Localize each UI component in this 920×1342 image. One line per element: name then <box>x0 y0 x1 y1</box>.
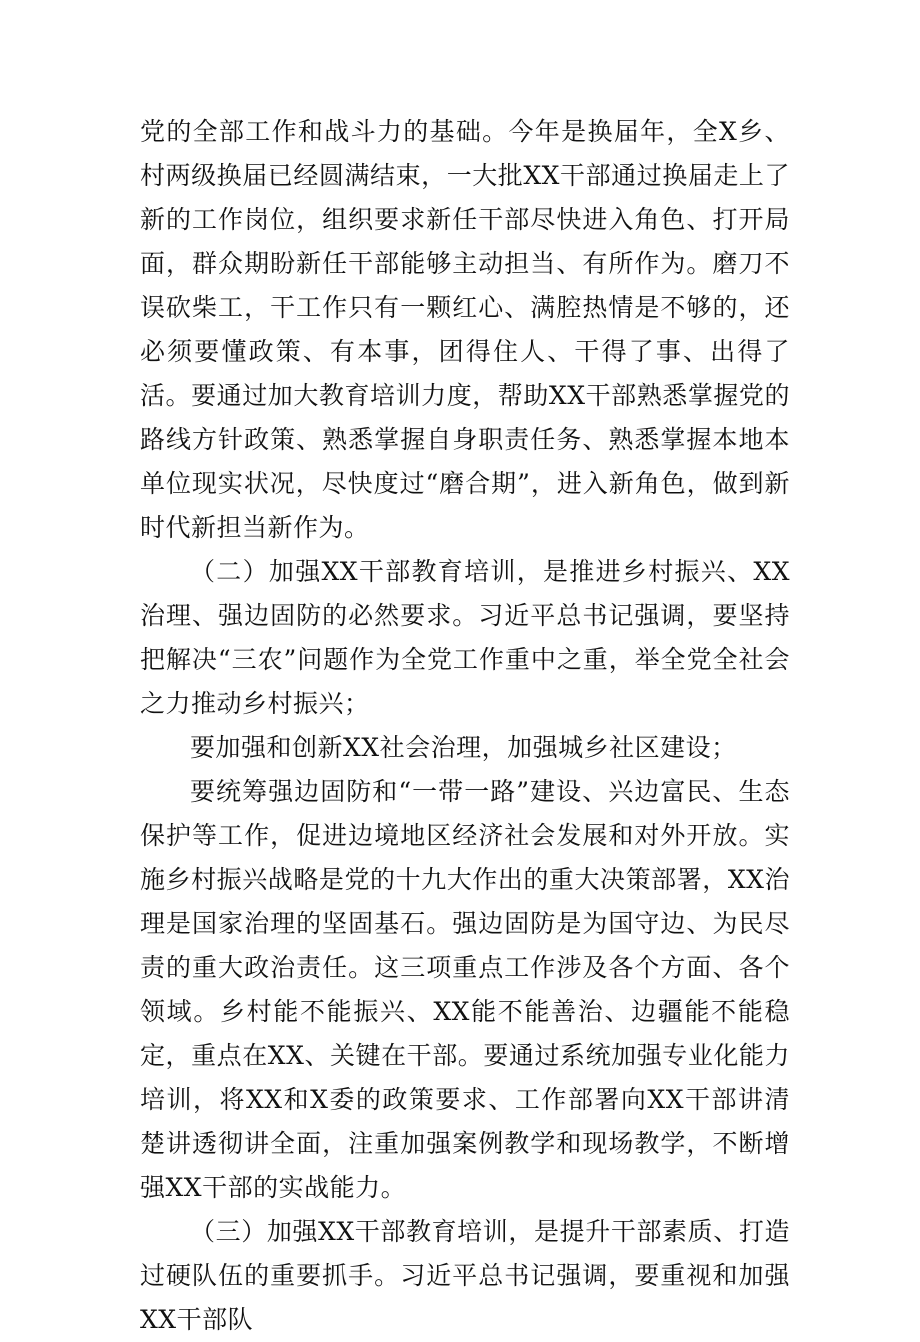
paragraph-section-three: （三）加强XX干部教育培训，是提升干部素质、打造过硬队伍的重要抓手。习近平总书记强调，要重视和加强XX干部队 <box>140 1217 790 1334</box>
paragraph-section-two: （二）加强XX干部教育培训，是推进乡村振兴、XX治理、强边固防的必然要求。习近平总书记强调，要坚持把解决“三农”问题作为全党工作重中之重，举全党全社会之力推动乡村振兴； <box>140 557 790 718</box>
paragraph-border-defense: 要统筹强边固防和“一带一路”建设、兴边富民、生态保护等工作，促进边境地区经济社会发展和对外开放。实施乡村振兴战略是党的十九大作出的重大决策部署，XX治理是国家治理的坚固基石。强边固防是为国守边、为民尽责的重大政治责任。这三项重点工作涉及各个方面、各个领域。乡村能不能振兴、XX能不能善治、边疆能不能稳定，重点在XX、关键在干部。要通过系统加强专业化能力培训，将XX和X委的政策要求、工作部署向XX干部讲清楚讲透彻讲全面，注重加强案例教学和现场教学，不断增强XX干部的实战能力。 <box>140 777 790 1202</box>
body-text <box>140 110 790 1342</box>
paragraph-social-governance: 要加强和创新XX社会治理，加强城乡社区建设； <box>190 733 737 762</box>
paragraph-continuation: 党的全部工作和战斗力的基础。今年是换届年，全X乡、村两级换届已经圆满结束，一大批XX干部通过换届走上了新的工作岗位，组织要求新任干部尽快进入角色、打开局面，群众期盼新任干部能够主动担当、有所作为。磨刀不误砍柴工，干工作只有一颗红心、满腔热情是不够的，还必须要懂政策、有本事，团得住人、干得了事、出得了活。要通过加大教育培训力度，帮助XX干部熟悉掌握党的路线方针政策、熟悉掌握自身职责任务、熟悉掌握本地本单位现实状况，尽快度过“磨合期”，进入新角色，做到新时代新担当新作为。 <box>140 117 790 542</box>
